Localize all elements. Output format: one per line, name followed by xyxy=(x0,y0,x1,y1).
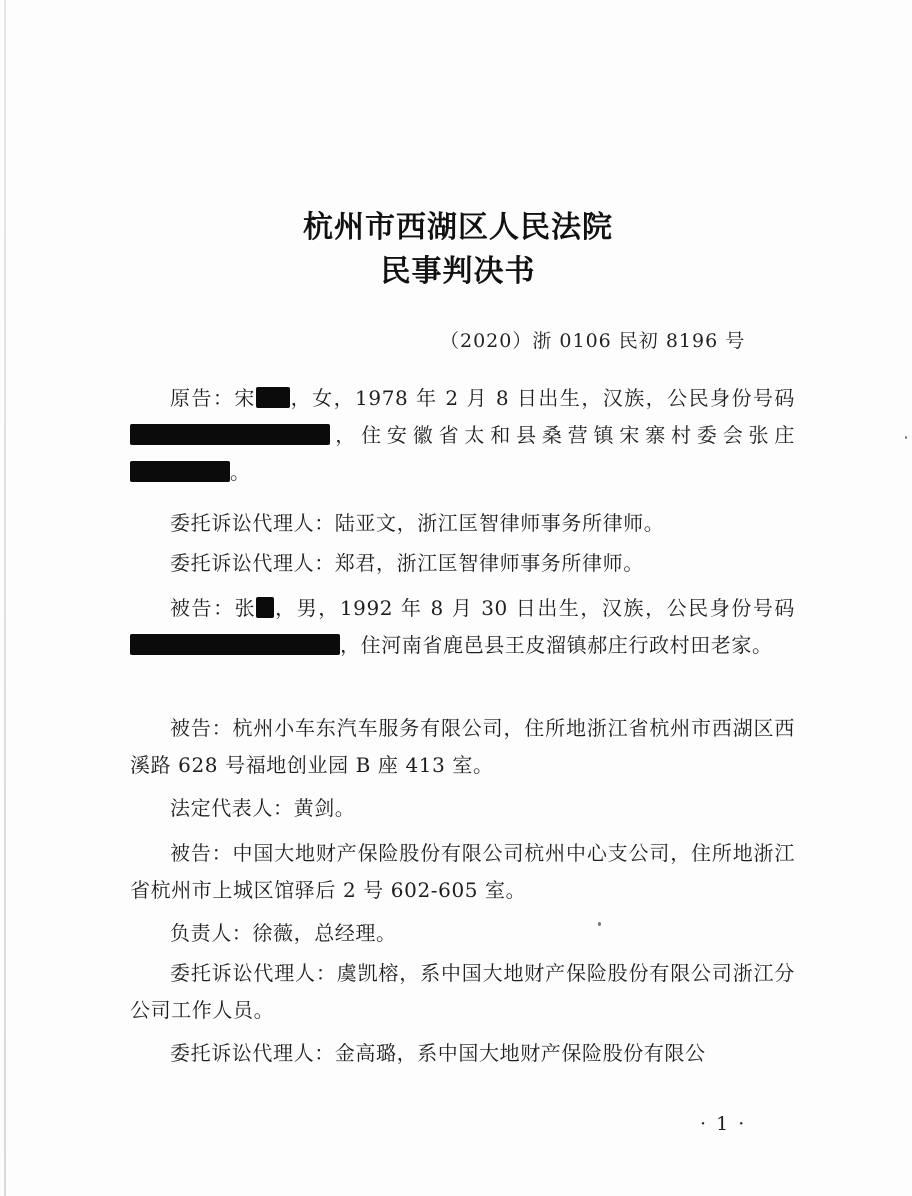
redaction-block xyxy=(256,387,290,408)
page-number: · 1 · xyxy=(700,1113,747,1135)
party-paragraph: 委托诉讼代理人：虞凯榕，系中国大地财产保险股份有限公司浙江分公司工作人员。 xyxy=(130,961,795,1022)
party-paragraph: 被告：杭州小车东汽车服务有限公司，住所地浙江省杭州市西湖区西溪路 628 号福地创业园 B 座 413 室。 xyxy=(130,716,795,777)
plaintiff-label: 原告：宋 xyxy=(170,386,256,410)
party-paragraph: 委托诉讼代理人：金高璐，系中国大地财产保险股份有限公 xyxy=(170,1041,706,1065)
party-paragraph: 法定代表人：黄剑。 xyxy=(170,796,356,820)
defendant-label: 被告：张 xyxy=(170,596,257,620)
defendant-address: ，住河南省鹿邑县王皮溜镇郝庄行政村田老家。 xyxy=(340,633,773,657)
plaintiff-address: ，住安徽省太和县桑营镇宋寨村委会张庄 xyxy=(330,423,795,447)
party-paragraph: 被告：中国大地财产保险股份有限公司杭州中心支公司，住所地浙江省杭州市上城区馆驿后 2 号 602-605 室。 xyxy=(130,841,795,902)
redaction-block xyxy=(130,461,230,482)
plaintiff-info: ，女，1978 年 2 月 8 日出生，汉族，公民身份号码 xyxy=(289,386,795,410)
redaction-block xyxy=(256,597,274,618)
scan-edge xyxy=(4,0,6,1196)
court-name-title: 杭州市西湖区人民法院 xyxy=(303,210,613,245)
scan-speck xyxy=(905,436,907,439)
defendant-paragraph xyxy=(130,590,795,664)
defendant-info: ，男，1992 年 8 月 30 日出生，汉族，公民身份号码 xyxy=(274,596,795,620)
scan-speck xyxy=(598,922,601,926)
redaction-block xyxy=(130,424,330,445)
plaintiff-address-end: 。 xyxy=(230,460,251,484)
party-paragraph: 负责人：徐薇，总经理。 xyxy=(170,921,397,945)
redaction-block xyxy=(130,634,340,655)
plaintiff-paragraph xyxy=(130,380,795,491)
party-paragraph: 委托诉讼代理人：陆亚文，浙江匡智律师事务所律师。 xyxy=(170,511,665,535)
party-paragraph: 委托诉讼代理人：郑君，浙江匡智律师事务所律师。 xyxy=(170,551,644,575)
case-number: （2020）浙 0106 民初 8196 号 xyxy=(440,330,746,352)
document-type-title: 民事判决书 xyxy=(380,254,536,289)
